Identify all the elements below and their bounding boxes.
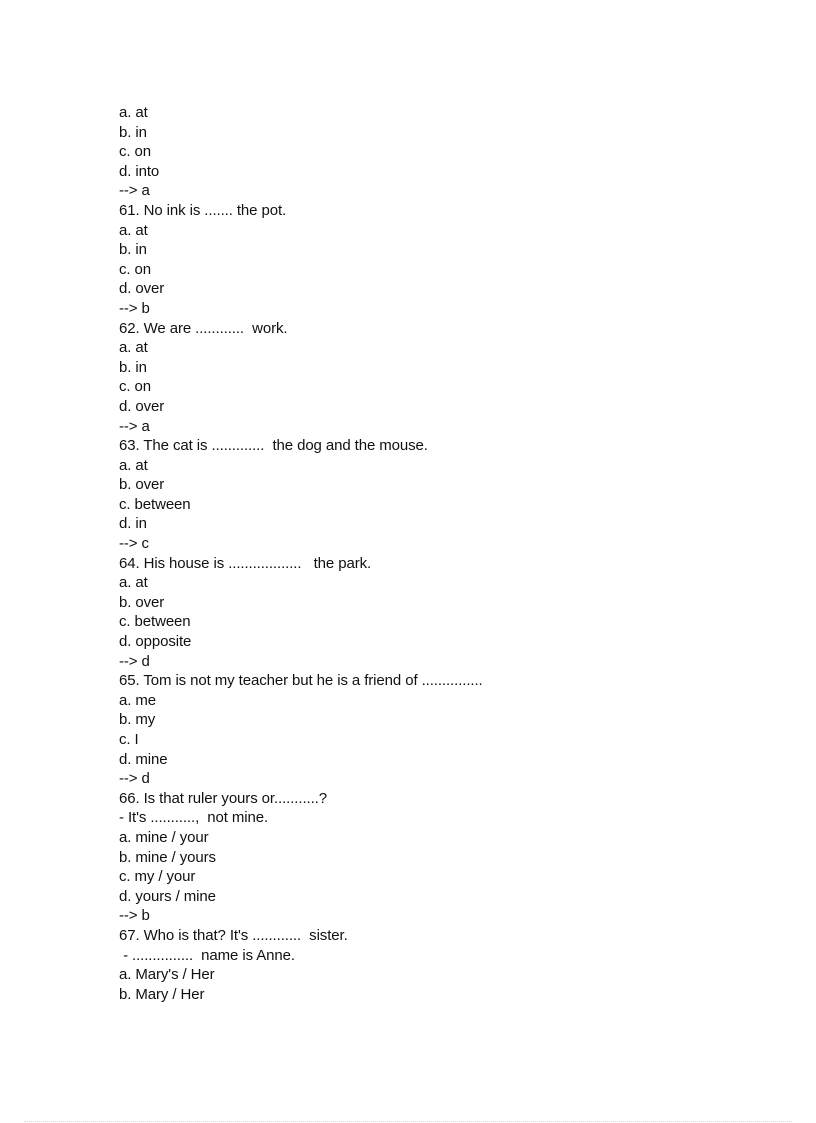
option-line: a. at xyxy=(119,456,148,474)
option-line: b. mine / yours xyxy=(119,848,216,866)
question-line: 64. His house is .................. the park. xyxy=(119,554,372,572)
option-line: d. over xyxy=(119,280,165,298)
question-line: 66. Is that ruler yours or...........? xyxy=(119,789,327,807)
option-line: b. Mary / Her xyxy=(119,985,205,1003)
option-line: d. over xyxy=(119,397,165,415)
option-line: d. mine xyxy=(119,750,168,768)
option-line: c. on xyxy=(119,378,152,396)
dialogue-line: - It's ..........., not mine. xyxy=(119,809,269,827)
option-line: a. mine / your xyxy=(119,828,209,846)
option-line: b. in xyxy=(119,123,147,141)
option-line: d. yours / mine xyxy=(119,887,216,905)
option-line: b. my xyxy=(119,711,156,729)
option-line: d. into xyxy=(119,162,160,180)
question-line: 62. We are ............ work. xyxy=(119,319,288,337)
question-line: 67. Who is that? It's ............ sister. xyxy=(119,926,348,944)
option-line: c. I xyxy=(119,731,139,748)
answer-line: --> b xyxy=(119,299,150,317)
option-line: b. over xyxy=(119,593,165,611)
answer-line: --> d xyxy=(119,770,150,788)
option-line: b. in xyxy=(119,358,147,376)
option-line: d. in xyxy=(119,515,147,533)
answer-line: --> a xyxy=(119,417,150,435)
question-line: 61. No ink is ....... the pot. xyxy=(119,201,287,219)
dialogue-line: - ............... name is Anne. xyxy=(119,946,295,964)
option-line: c. between xyxy=(119,613,191,631)
question-line: 65. Tom is not my teacher but he is a friend of ............... xyxy=(119,672,483,690)
option-line: a. at xyxy=(119,574,148,592)
option-line: b. over xyxy=(119,476,165,494)
question-line: 63. The cat is ............. the dog and the mouse. xyxy=(119,437,428,455)
option-line: b. in xyxy=(119,241,147,259)
document-body xyxy=(119,103,739,1004)
answer-line: --> d xyxy=(119,652,150,670)
option-line: a. at xyxy=(119,104,148,121)
option-line: a. at xyxy=(119,221,148,239)
option-line: c. on xyxy=(119,260,152,278)
option-line: c. on xyxy=(119,143,152,161)
option-line: a. Mary's / Her xyxy=(119,966,215,984)
option-line: a. at xyxy=(119,339,148,357)
answer-line: --> b xyxy=(119,907,150,925)
option-line: d. opposite xyxy=(119,633,192,651)
page-bottom-divider xyxy=(24,1121,792,1122)
option-line: a. me xyxy=(119,691,157,709)
answer-line: --> c xyxy=(119,535,149,553)
option-line: c. between xyxy=(119,495,191,513)
option-line: c. my / your xyxy=(119,868,196,886)
answer-line: --> a xyxy=(119,182,150,200)
